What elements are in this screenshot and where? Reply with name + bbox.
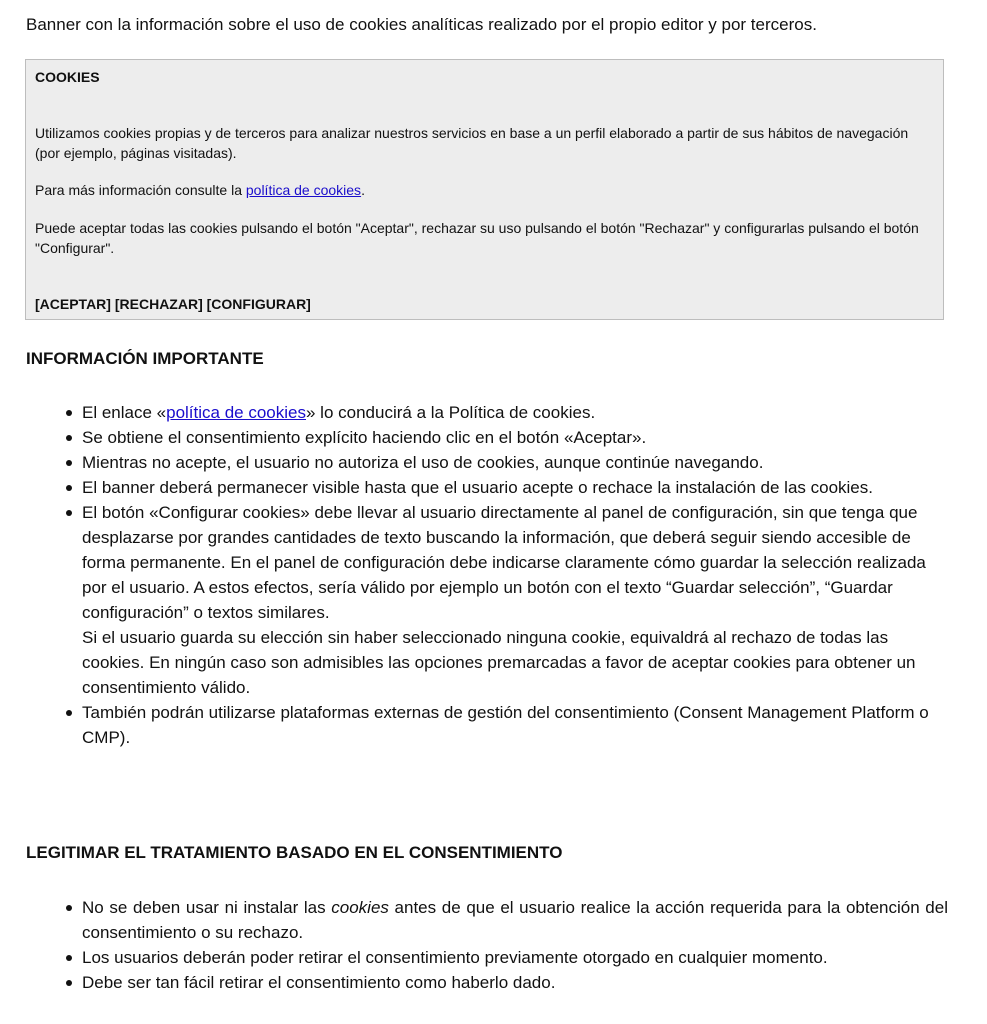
list-item: Se obtiene el consentimiento explícito haciendo clic en el botón «Aceptar».	[82, 425, 948, 450]
item-text: No se deben usar ni instalar las	[82, 898, 332, 917]
heading-legitimate-consent: LEGITIMAR EL TRATAMIENTO BASADO EN EL CONSENTIMIENTO	[26, 843, 563, 862]
item-emphasis: cookies	[331, 898, 389, 917]
item-text: antes de que el usuario realice la acción requerida para la obtención del consentimiento o su rechazo.	[82, 898, 948, 942]
cookie-banner	[25, 59, 944, 320]
item-text: El enlace «	[82, 403, 167, 422]
item-text: El botón «Configurar cookies» debe llevar al usuario directamente al panel de configuración, sin que tenga que desplazarse por grandes cantidades de texto buscando la información, que deberá seguir siendo accesible de forma permanente. En el panel de configuración debe indicarse claramente cómo guardar la selección realizada por el usuario. A estos efectos, sería válido por ejemplo un botón con el texto “Guardar selección”, “Guardar configuración” o textos similares.	[82, 503, 926, 622]
banner-actions	[35, 294, 311, 314]
banner-paragraph-usage: Utilizamos cookies propias y de terceros para analizar nuestros servicios en base a un perfil elaborado a partir de sus hábitos de navegación (por ejemplo, páginas visitadas).	[35, 125, 909, 161]
list-item	[82, 500, 948, 700]
banner-title: COOKIES	[35, 69, 100, 85]
list-item	[82, 400, 948, 425]
heading-important-info: INFORMACIÓN IMPORTANTE	[26, 349, 264, 368]
more-info-period: .	[361, 182, 365, 198]
banner-paragraph-more-info	[35, 180, 365, 200]
accept-button[interactable]: [ACEPTAR]	[35, 296, 111, 312]
configure-button[interactable]: [CONFIGURAR]	[206, 296, 311, 312]
reject-button[interactable]: [RECHAZAR]	[114, 296, 203, 312]
list-item: También podrán utilizarse plataformas externas de gestión del consentimiento (Consent Management Platform o CMP).	[82, 700, 948, 750]
item-text: Si el usuario guarda su elección sin haber seleccionado ninguna cookie, equivaldrá al rechazo de todas las cookies. En ningún caso son admisibles las opciones premarcadas a favor de aceptar cookies para obtener un consentimiento válido.	[82, 628, 916, 697]
list-item: Mientras no acepte, el usuario no autoriza el uso de cookies, aunque continúe navegando.	[82, 450, 948, 475]
consent-list	[82, 895, 948, 995]
cookie-policy-link-inline[interactable]: política de cookies	[166, 403, 306, 422]
important-info-list	[82, 400, 948, 750]
item-text: » lo conducirá a la Política de cookies.	[306, 403, 596, 422]
list-item: Los usuarios deberán poder retirar el consentimiento previamente otorgado en cualquier momento.	[82, 945, 948, 970]
list-item	[82, 895, 948, 945]
intro-text: Banner con la información sobre el uso de cookies analíticas realizado por el propio editor y por terceros.	[26, 15, 817, 34]
more-info-text: Para más información consulte la	[35, 182, 246, 198]
list-item: Debe ser tan fácil retirar el consentimiento como haberlo dado.	[82, 970, 948, 995]
list-item: El banner deberá permanecer visible hasta que el usuario acepte o rechace la instalación de las cookies.	[82, 475, 948, 500]
cookie-policy-link[interactable]: política de cookies	[245, 182, 362, 198]
banner-paragraph-options: Puede aceptar todas las cookies pulsando el botón "Aceptar", rechazar su uso pulsando el botón "Rechazar" y configurarlas pulsando el botón "Configurar".	[35, 220, 919, 256]
